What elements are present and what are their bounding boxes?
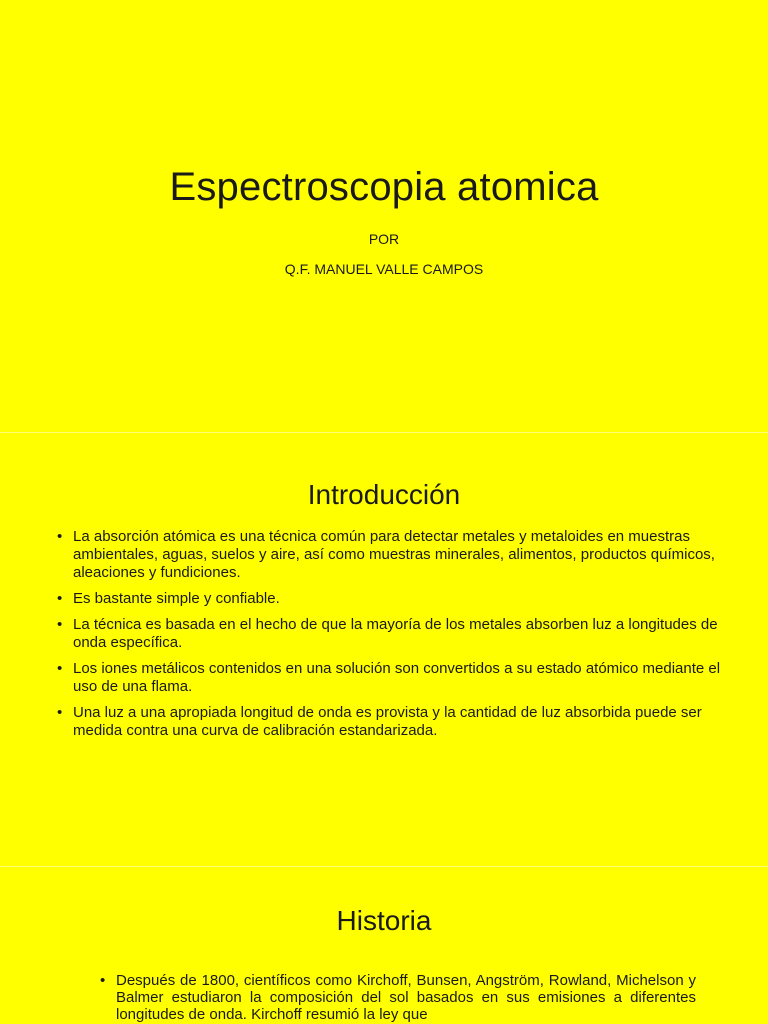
slide-heading: Introducción	[307, 479, 461, 510]
bullet-item	[100, 972, 696, 1023]
subtitle-author: Q.F. MANUEL VALLE CAMPOS	[284, 261, 484, 277]
bullet-text: Una luz a una apropiada longitud de onda es provista y la cantidad de luz absorbida puede ser medida contra una curva de calibración estandarizada.	[73, 704, 702, 739]
slide-introduccion	[0, 433, 768, 866]
bullet-dot-icon: •	[57, 528, 63, 545]
bullet-item	[57, 590, 727, 608]
bullet-item	[57, 704, 727, 740]
bullet-text: Después de 1800, científicos como Kirchoff, Bunsen, Angström, Rowland, Michelson y Balmer estudiaron la composición del sol basados en sus emisiones a diferentes longitudes de onda. Kirchoff resumió la ley que	[116, 972, 696, 1023]
bullet-dot-icon: •	[57, 704, 63, 721]
bullet-text: Los iones metálicos contenidos en una solución son convertidos a su estado atómico mediante el uso de una flama.	[73, 660, 721, 695]
subtitle-por: POR	[368, 231, 400, 247]
presentation-title: Espectroscopia atomica	[169, 165, 599, 209]
bullet-text: Es bastante simple y confiable.	[73, 590, 280, 607]
slide-historia	[0, 867, 768, 1024]
slide-title	[0, 0, 768, 432]
bullet-item	[57, 616, 727, 652]
bullet-text: La técnica es basada en el hecho de que la mayoría de los metales absorben luz a longitudes de onda específica.	[73, 616, 718, 651]
bullet-item	[57, 660, 727, 696]
bullet-dot-icon: •	[57, 616, 63, 633]
bullet-dot-icon: •	[57, 590, 63, 607]
bullet-dot-icon: •	[57, 660, 63, 677]
bullet-text: La absorción atómica es una técnica común para detectar metales y metaloides en muestras ambientales, aguas, suelos y aire, así como muestras minerales, alimentos, productos químicos, aleaciones y fundiciones.	[73, 528, 715, 581]
bullet-item	[57, 528, 727, 582]
slide-heading: Historia	[336, 905, 432, 936]
bullet-list	[57, 528, 727, 748]
bullet-list	[100, 972, 696, 1023]
bullet-dot-icon: •	[100, 972, 106, 989]
